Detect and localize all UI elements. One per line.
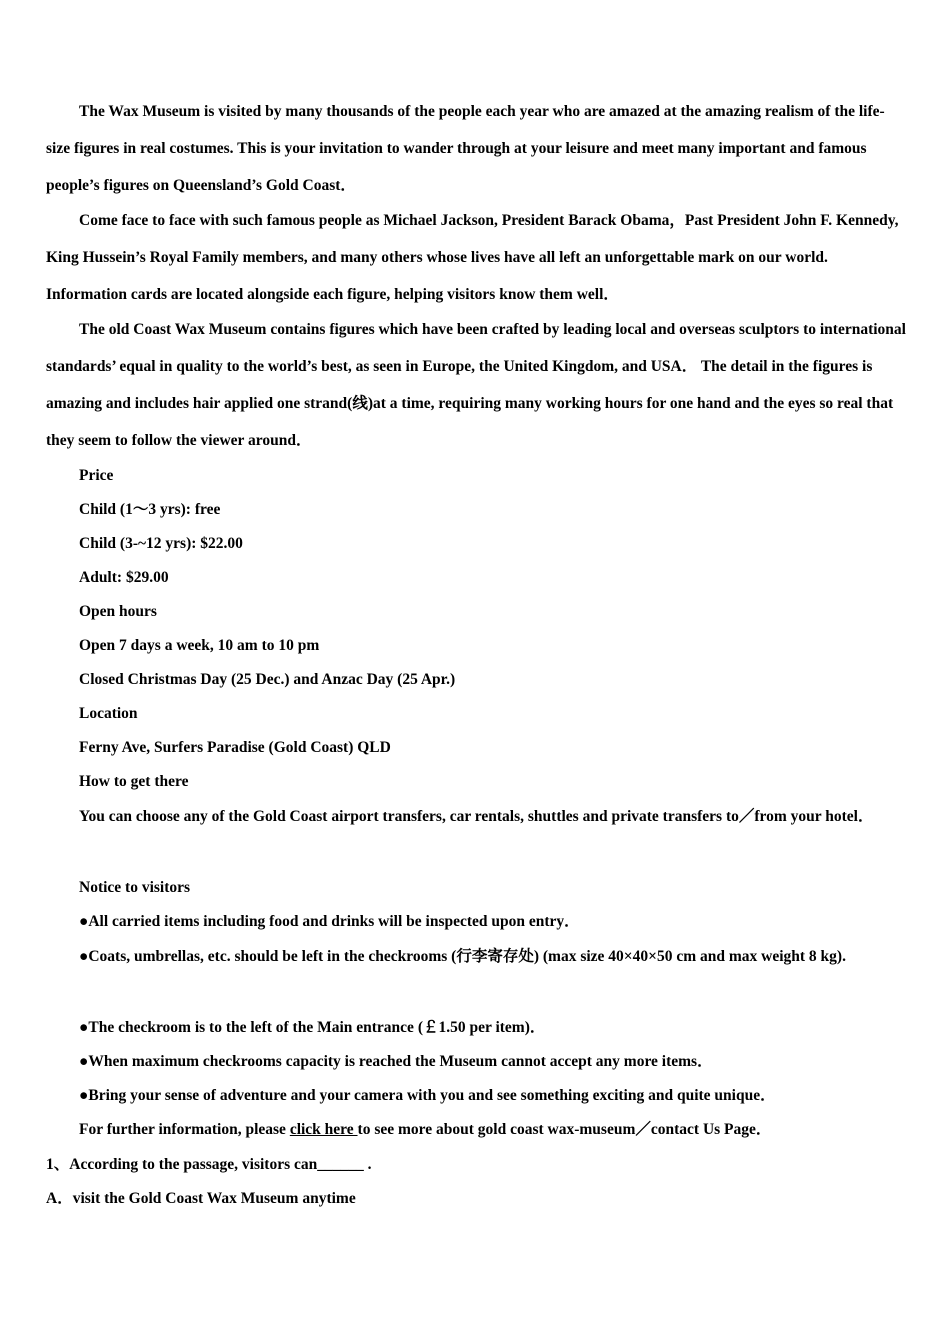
further-info bbox=[79, 1120, 771, 1140]
open-hours-closed: Closed Christmas Day (25 Dec.) and Anzac Day (25 Apr.) bbox=[79, 671, 456, 688]
open-hours-days: Open 7 days a week, 10 am to 10 pm bbox=[79, 637, 320, 654]
passage-paragraph-1: The Wax Museum is visited by many thousands of the people each year who are amazed at the amazing realism of the life-size figures in real costumes. This is your invitation to wander through at your leisure and meet many important and famous people’s figures on Queensland’s Gold Coast． bbox=[46, 103, 885, 194]
notice-item-5: ●Bring your sense of adventure and your camera with you and see something exciting and quite unique． bbox=[79, 1087, 776, 1104]
notice-item-4: ●When maximum checkrooms capacity is reached the Museum cannot accept any more items． bbox=[79, 1053, 713, 1070]
further-info-prefix: For further information, please bbox=[79, 1121, 290, 1138]
price-heading: Price bbox=[79, 467, 114, 484]
price-child-older: Child (3-~12 yrs): $22.00 bbox=[79, 535, 243, 552]
getting-there-heading: How to get there bbox=[79, 773, 189, 790]
further-info-suffix: to see more about gold coast wax-museum／contact Us Page． bbox=[357, 1121, 772, 1138]
passage-paragraph-3: The old Coast Wax Museum contains figures which have been crafted by leading local and overseas sculptors to international standards’ equal in quality to the world’s best, as seen in Europe, the United Kingdom, and USA． The detail in the figures is amazing and includes hair applied one strand(线)at a time, requiring many working hours for one hand and the eyes so real that they seem to follow the viewer around． bbox=[46, 321, 906, 449]
notice-item-1: ●All carried items including food and drinks will be inspected upon entry． bbox=[79, 913, 580, 930]
price-child-young: Child (1～3 yrs): free bbox=[79, 501, 221, 518]
notice-item-2: ●Coats, umbrellas, etc. should be left in the checkrooms (行李寄存处) (max size 40×40×50 cm and max weight 8 kg). bbox=[79, 948, 846, 965]
notice-item-3: ●The checkroom is to the left of the Main entrance (￡1.50 per item)． bbox=[79, 1019, 546, 1036]
click-here-link[interactable]: click here bbox=[289, 1121, 358, 1138]
location-heading: Location bbox=[79, 705, 138, 722]
getting-there-text: You can choose any of the Gold Coast airport transfers, car rentals, shuttles and private transfers to／from your hotel． bbox=[79, 808, 874, 825]
open-hours-heading: Open hours bbox=[79, 603, 157, 620]
question-stem: 1、According to the passage, visitors can______ . bbox=[46, 1156, 372, 1173]
question-option-a: A．visit the Gold Coast Wax Museum anytime bbox=[46, 1190, 356, 1207]
location-address: Ferny Ave, Surfers Paradise (Gold Coast) QLD bbox=[79, 739, 391, 756]
passage-paragraph-2: Come face to face with such famous people as Michael Jackson, President Barack Obama，Past President John F. Kennedy, King Hussein’s Royal Family members, and many others whose lives have all left an unforgettable mark on our world. Information cards are located alongside each figure, helping visitors know them well． bbox=[46, 212, 899, 303]
notice-heading: Notice to visitors bbox=[79, 879, 191, 896]
price-adult: Adult: $29.00 bbox=[79, 569, 169, 586]
